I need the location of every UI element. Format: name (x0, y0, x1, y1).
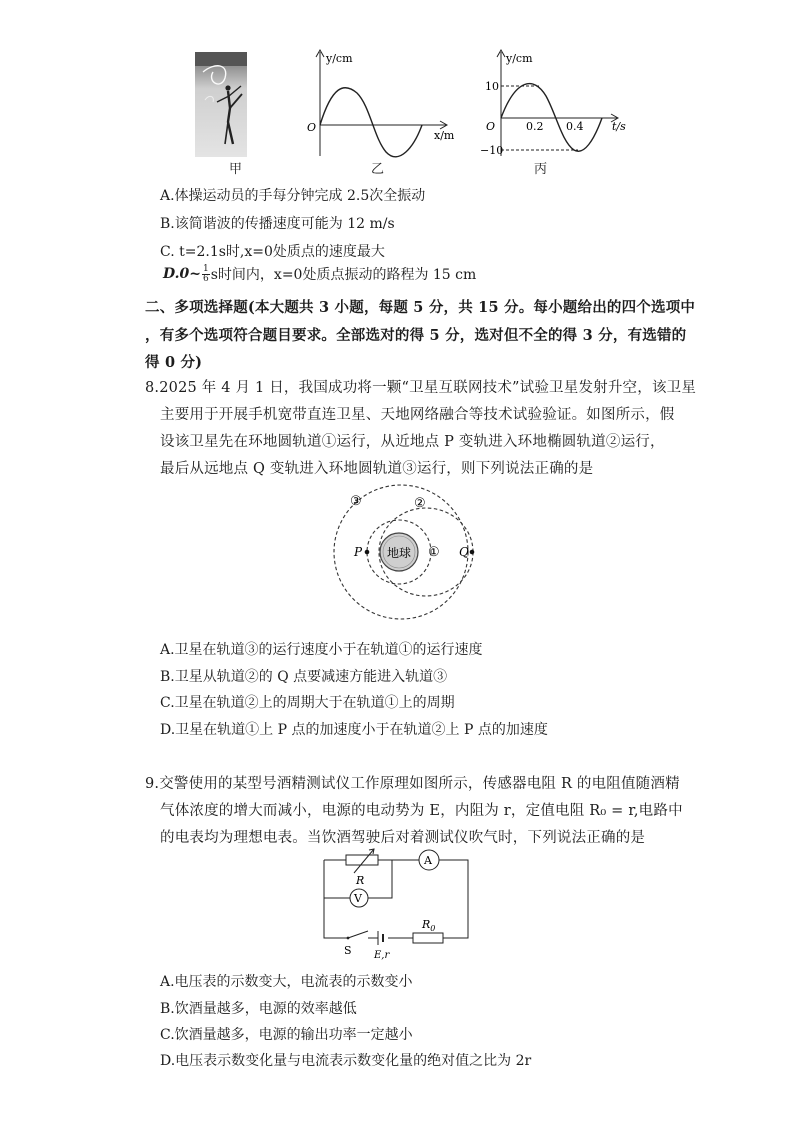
q7-option-a[interactable]: A.体操运动员的手每分钟完成 2.5次全振动 (160, 188, 426, 204)
switch-label: S (344, 944, 352, 957)
q8-option-a[interactable]: A.卫星在轨道③的运行速度小于在轨道①的运行速度 (160, 642, 483, 658)
orbit-3-label: ③ (350, 494, 362, 509)
wave-origin: O (307, 121, 317, 134)
vib-curve (501, 84, 602, 152)
q9-line1: 9.交警使用的某型号酒精测试仪工作原理如图所示，传感器电阻 R 的电阻值随酒精 (145, 776, 680, 792)
wave-graph (300, 48, 460, 163)
section2-line3: 得 0 分) (145, 354, 203, 371)
q9-option-d[interactable]: D.电压表示数变化量与电流表示数变化量的绝对值之比为 2r (160, 1053, 532, 1069)
photo-caption: 甲 (229, 162, 243, 177)
vib-tick-neg10: −10 (480, 144, 504, 157)
photo-figure (195, 52, 247, 157)
section2-line1: 二、多项选择题(本大题共 3 小题，每题 5 分，共 15 分。每小题给出的四个选项中 (145, 299, 696, 316)
vib-tick-10: 10 (485, 80, 499, 93)
q9-option-c[interactable]: C.饮酒量越多，电源的输出功率一定越小 (160, 1027, 413, 1043)
vib-caption: 丙 (534, 162, 548, 177)
wave-x-label: x/m (434, 129, 455, 142)
q9-option-b[interactable]: B.饮酒量越多，电源的效率越低 (160, 1001, 357, 1017)
q7-option-d-prefix: D.0~ (163, 266, 201, 282)
q8-line1: 8.2025 年 4 月 1 日，我国成功将一颗“卫星互联网技术”试验卫星发射升空，该卫星 (145, 380, 697, 396)
fixed-resistor-r0 (413, 933, 443, 943)
q9-line3: 的电表均为理想电表。当饮酒驾驶后对着测试仪吹气时，下列说法正确的是 (160, 830, 646, 846)
q9-option-a[interactable]: A.电压表的示数变大，电流表的示数变小 (160, 974, 413, 990)
earth-label: 地球 (387, 546, 412, 560)
q7-option-c[interactable]: C. t=2.1s时,x=0处质点的速度最大 (160, 244, 385, 260)
resistor-r-label: R (356, 874, 365, 887)
q9-line2: 气体浓度的增大而减小，电源的电动势为 E，内阻为 r，定值电阻 R₀ = r,电路中 (160, 803, 683, 819)
r0-label: $R_0$ (422, 918, 436, 933)
switch-s (348, 931, 368, 938)
vib-x-label: t/s (612, 120, 626, 133)
vib-y-label: y/cm (506, 52, 533, 65)
orbit-2-label: ② (414, 496, 426, 511)
q8-line4: 最后从远地点 Q 变轨进入环地圆轨道③运行，则下列说法正确的是 (160, 461, 594, 477)
battery-label: E,r (374, 950, 390, 961)
q8-option-b[interactable]: B.卫星从轨道②的 Q 点要减速方能进入轨道③ (160, 669, 448, 685)
vib-tick-0.2: 0.2 (526, 120, 544, 133)
point-p-marker (365, 550, 370, 555)
vib-origin: O (486, 120, 496, 133)
orbit-diagram (316, 484, 486, 624)
wave-curve (320, 88, 422, 157)
q7-option-b[interactable]: B.该简谐波的传播速度可能为 12 m/s (160, 216, 395, 232)
section2-line2: ，有多个选项符合题目要求。全部选对的得 5 分，选对但不全的得 3 分，有选错的 (145, 327, 687, 344)
q7-option-d[interactable] (163, 264, 476, 284)
circuit-diagram (316, 846, 476, 964)
q7-option-d-fraction: 1 6 (203, 263, 209, 284)
wave-caption: 乙 (371, 162, 385, 177)
wave-y-label: y/cm (326, 52, 353, 65)
q7-option-d-suffix: s时间内，x=0处质点振动的路程为 15 cm (210, 267, 477, 283)
vib-tick-0.4: 0.4 (566, 120, 584, 133)
q8-line3: 设该卫星先在环地圆轨道①运行，从近地点 P 变轨进入环地椭圆轨道②运行， (160, 434, 665, 450)
q8-option-c[interactable]: C.卫星在轨道②上的周期大于在轨道①上的周期 (160, 695, 455, 711)
ammeter-label: A (424, 854, 432, 867)
vibration-graph (476, 48, 636, 163)
orbit-1-label: ① (428, 545, 440, 560)
q8-option-d[interactable]: D.卫星在轨道①上 P 点的加速度小于在轨道②上 P 点的加速度 (160, 722, 548, 738)
voltmeter-label: V (354, 892, 362, 905)
point-q-label: Q (459, 545, 469, 559)
point-q-marker (470, 550, 475, 555)
point-p-label: P (354, 545, 363, 559)
q8-line2: 主要用于开展手机宽带直连卫星、天地网络融合等技术试验验证。如图所示，假 (160, 407, 675, 423)
